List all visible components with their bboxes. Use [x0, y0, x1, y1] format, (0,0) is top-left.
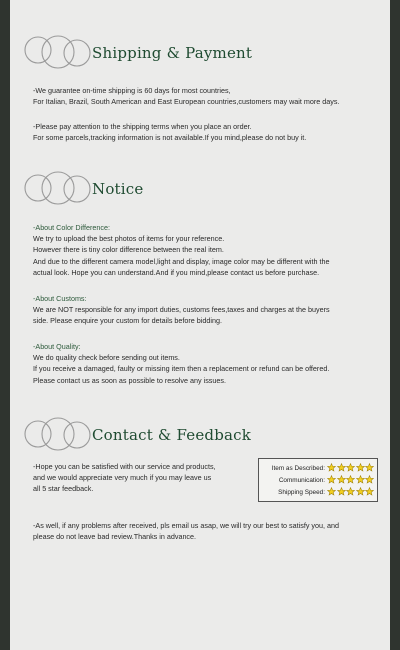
shipping-text-1: [33, 85, 383, 107]
customs-section: [33, 293, 383, 327]
star-rating: [327, 475, 375, 486]
contact-line: and we would appreciate very much if you may leave us: [33, 473, 212, 483]
notice-line: actual look. Hope you can understand.And if you mind,please contact us before purchase.: [33, 267, 320, 277]
notice-line: side. Please enquire your custom for details before bidding.: [33, 316, 222, 326]
contact-line: -As well, if any problems after received, pls email us asap, we will try our best to satisfy you, and: [33, 521, 339, 530]
rings-ornament-icon: [20, 166, 100, 210]
star-icon: [356, 475, 365, 484]
star-icon: [327, 487, 336, 496]
quality-section: [33, 341, 383, 386]
notice-header: [20, 166, 380, 210]
contact-line: please do not leave bad review.Thanks in advance.: [33, 532, 197, 542]
notice-title: Notice: [92, 180, 144, 198]
shipping-line: For some parcels,tracking information is not available.If you mind,please do not buy it.: [33, 133, 307, 143]
shipping-line: -Please pay attention to the shipping terms when you place an order.: [33, 122, 252, 131]
rating-label: Item as Described:: [271, 465, 325, 472]
notice-line: We try to upload the best photos of items for your reference.: [33, 234, 225, 244]
notice-line: However there is tiny color difference between the real item.: [33, 245, 224, 255]
shipping-line: -We guarantee on-time shipping is 60 days for most countries,: [33, 86, 231, 95]
contact-line: all 5 star feedback.: [33, 484, 94, 494]
star-icon: [346, 487, 355, 496]
star-icon: [365, 487, 374, 496]
star-rating: [327, 487, 375, 498]
notice-line: And due to the different camera model,light and display, image color may be different with the: [33, 256, 330, 266]
notice-line: We are NOT responsible for any import duties, customs fees,taxes and charges at the buyers: [33, 305, 330, 315]
notice-line: We do quality check before sending out items.: [33, 353, 180, 363]
star-rating: [327, 463, 375, 474]
problems-text: [33, 520, 383, 542]
rings-ornament-icon: [20, 412, 100, 456]
shipping-header: [20, 30, 380, 74]
shipping-text-2: [33, 121, 383, 143]
star-icon: [356, 463, 365, 472]
star-icon: [346, 475, 355, 484]
quality-heading: -About Quality:: [33, 342, 81, 351]
star-icon: [365, 475, 374, 484]
star-icon: [346, 463, 355, 472]
star-icon: [327, 475, 336, 484]
rating-row-item-described: [259, 463, 377, 474]
rating-label: Shipping Speed:: [278, 489, 325, 496]
rating-label: Communication:: [278, 477, 325, 484]
feedback-text: [33, 461, 248, 495]
shipping-line: For Italian, Brazil, South American and East European countries,customers may wait more days.: [33, 97, 340, 107]
shipping-title: Shipping & Payment: [92, 44, 253, 62]
notice-line: If you receive a damaged, faulty or missing item then a replacement or refund can be offered.: [33, 364, 330, 374]
color-difference-heading: -About Color Difference:: [33, 223, 110, 232]
star-icon: [337, 487, 346, 496]
rating-row-shipping-speed: [259, 487, 377, 498]
customs-heading: -About Customs:: [33, 294, 87, 303]
star-icon: [337, 475, 346, 484]
notice-line: Please contact us as soon as possible to resolve any issues.: [33, 375, 226, 385]
description-sheet: [10, 0, 390, 650]
contact-title: Contact & Feedback: [92, 426, 252, 444]
contact-line: -Hope you can be satisfied with our service and products,: [33, 462, 216, 471]
star-icon: [356, 487, 365, 496]
color-difference-section: [33, 222, 383, 278]
rating-row-communication: [259, 475, 377, 486]
rings-ornament-icon: [20, 30, 100, 74]
star-icon: [337, 463, 346, 472]
star-icon: [365, 463, 374, 472]
star-icon: [327, 463, 336, 472]
feedback-rating-box: [258, 458, 378, 502]
contact-header: [20, 412, 380, 456]
